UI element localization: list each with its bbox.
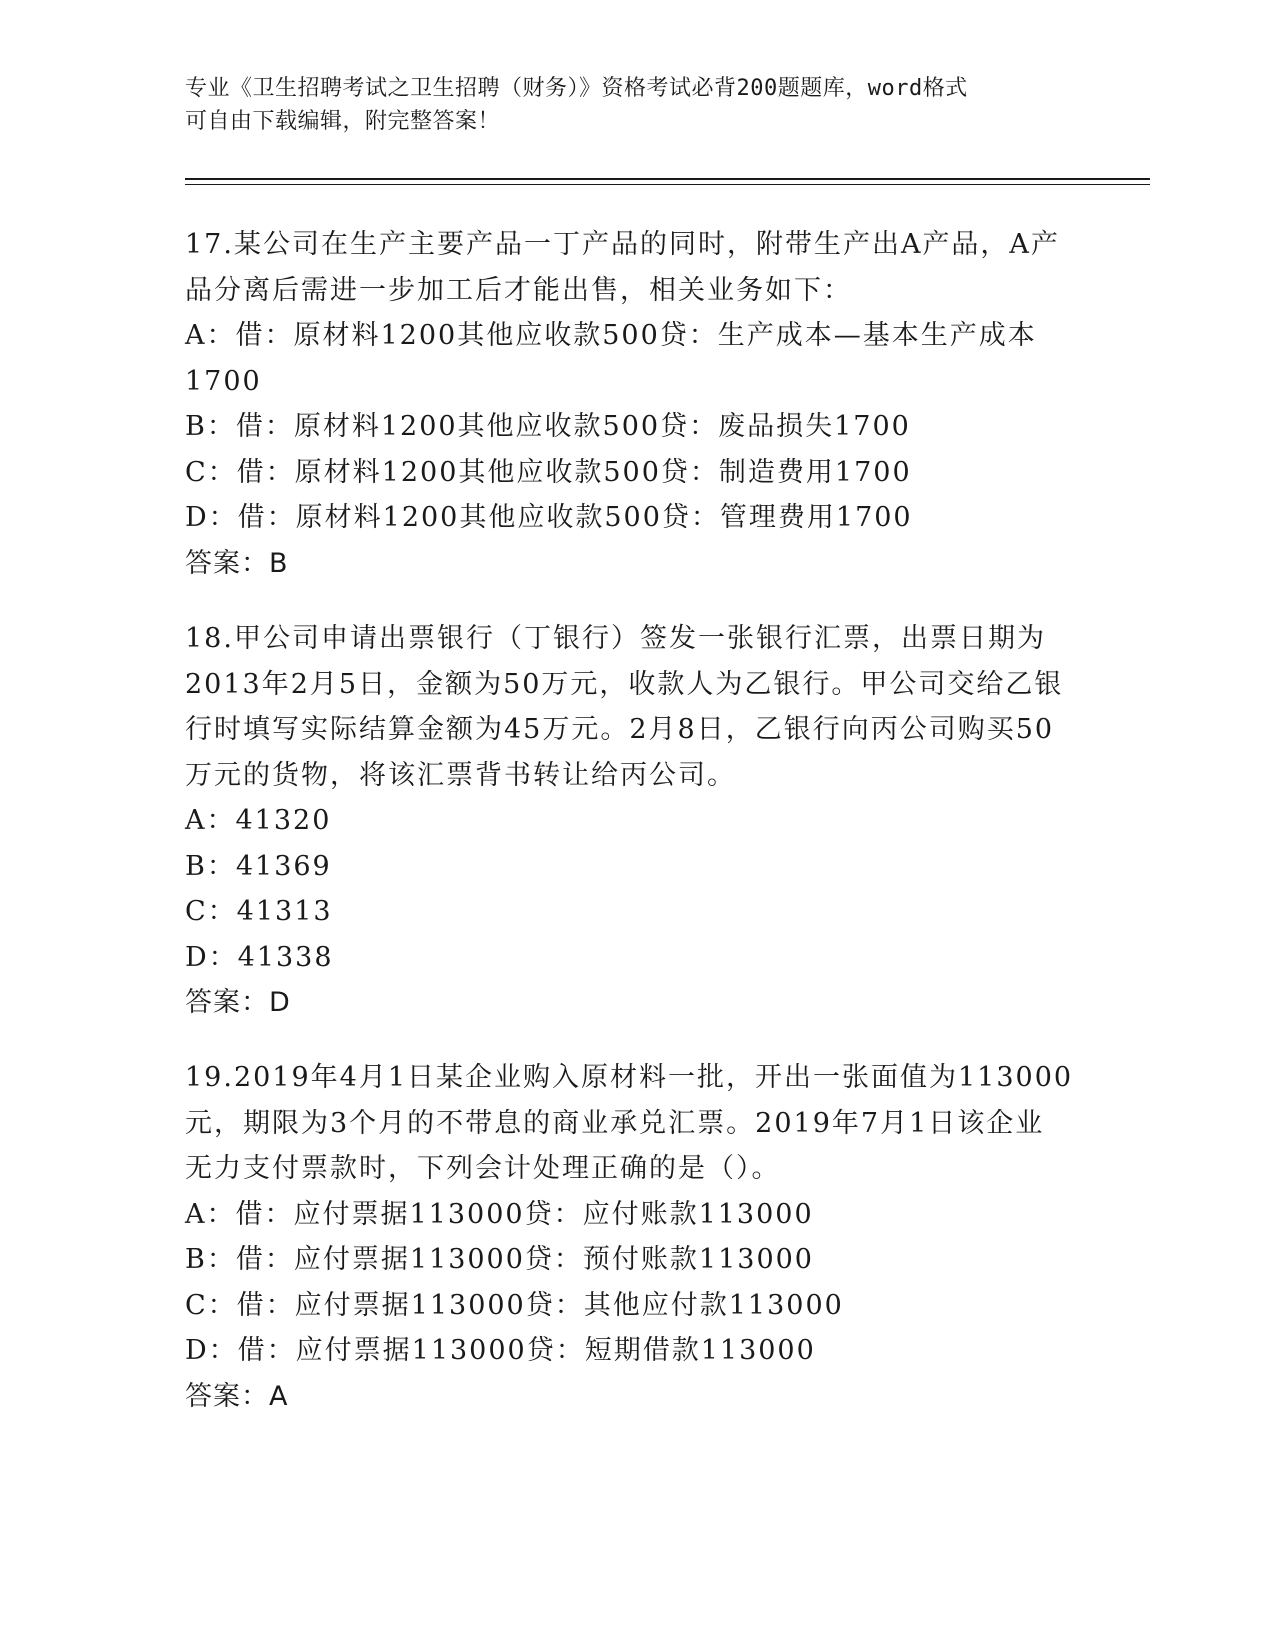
option-a: A：借：应付票据113000贷：应付账款113000 (185, 1198, 814, 1230)
option-c: C：借：原材料1200其他应收款500贷：制造费用1700 (185, 456, 912, 488)
header-divider-thin (185, 184, 1150, 185)
option-d: D：41338 (185, 941, 334, 973)
header-line-1: 专业《卫生招聘考试之卫生招聘（财务）》资格考试必背200题题库，word格式 (185, 76, 968, 101)
option-b: B：借：原材料1200其他应收款500贷：废品损失1700 (185, 411, 911, 442)
question-text-line: 18.甲公司申请出票银行（丁银行）签发一张银行汇票，出票日期为 (185, 623, 1046, 654)
document-header (185, 72, 1065, 138)
question-text-line: 2013年2月5日，金额为50万元，收款人为乙银行。甲公司交给乙银 (185, 668, 1064, 700)
option-c: C：41313 (185, 896, 333, 927)
question-text-line: 万元的货物，将该汇票背书转让给丙公司。 (185, 759, 736, 791)
question-text-line: 无力支付票款时，下列会计处理正确的是（）。 (185, 1153, 781, 1184)
question-19 (185, 1055, 1085, 1419)
question-text-line: 元，期限为3个月的不带息的商业承兑汇票。2019年7月1日该企业 (185, 1107, 1045, 1139)
header-line-2: 可自由下载编辑，附完整答案！ (185, 109, 501, 134)
option-a: A：41320 (185, 805, 332, 836)
option-d: D：借：应付票据113000贷：短期借款113000 (185, 1335, 816, 1366)
question-17 (185, 222, 1085, 586)
question-text-line: 17.某公司在生产主要产品一丁产品的同时，附带生产出A产品，A产 (185, 229, 1060, 260)
answer-label: 答案：A (185, 1380, 289, 1412)
question-text-line: 19.2019年4月1日某企业购入原材料一批，开出一张面值为113000 (185, 1062, 1074, 1093)
option-a: A：借：原材料1200其他应收款500贷：生产成本—基本生产成本 (185, 320, 1037, 351)
option-a-continued: 1700 (185, 365, 262, 397)
option-c: C：借：应付票据113000贷：其他应付款113000 (185, 1289, 844, 1321)
option-d: D：借：原材料1200其他应收款500贷：管理费用1700 (185, 502, 913, 533)
answer-label: 答案：B (185, 547, 289, 579)
option-b: B：借：应付票据113000贷：预付账款113000 (185, 1244, 814, 1275)
question-text-line: 行时填写实际结算金额为45万元。2月8日，乙银行向丙公司购买50 (185, 714, 1055, 745)
question-18 (185, 616, 1085, 1026)
question-text-line: 品分离后需进一步加工后才能出售，相关业务如下： (185, 274, 852, 306)
option-b: B：41369 (185, 850, 332, 882)
answer-label: 答案：D (185, 987, 291, 1018)
header-divider-thick (185, 178, 1150, 180)
